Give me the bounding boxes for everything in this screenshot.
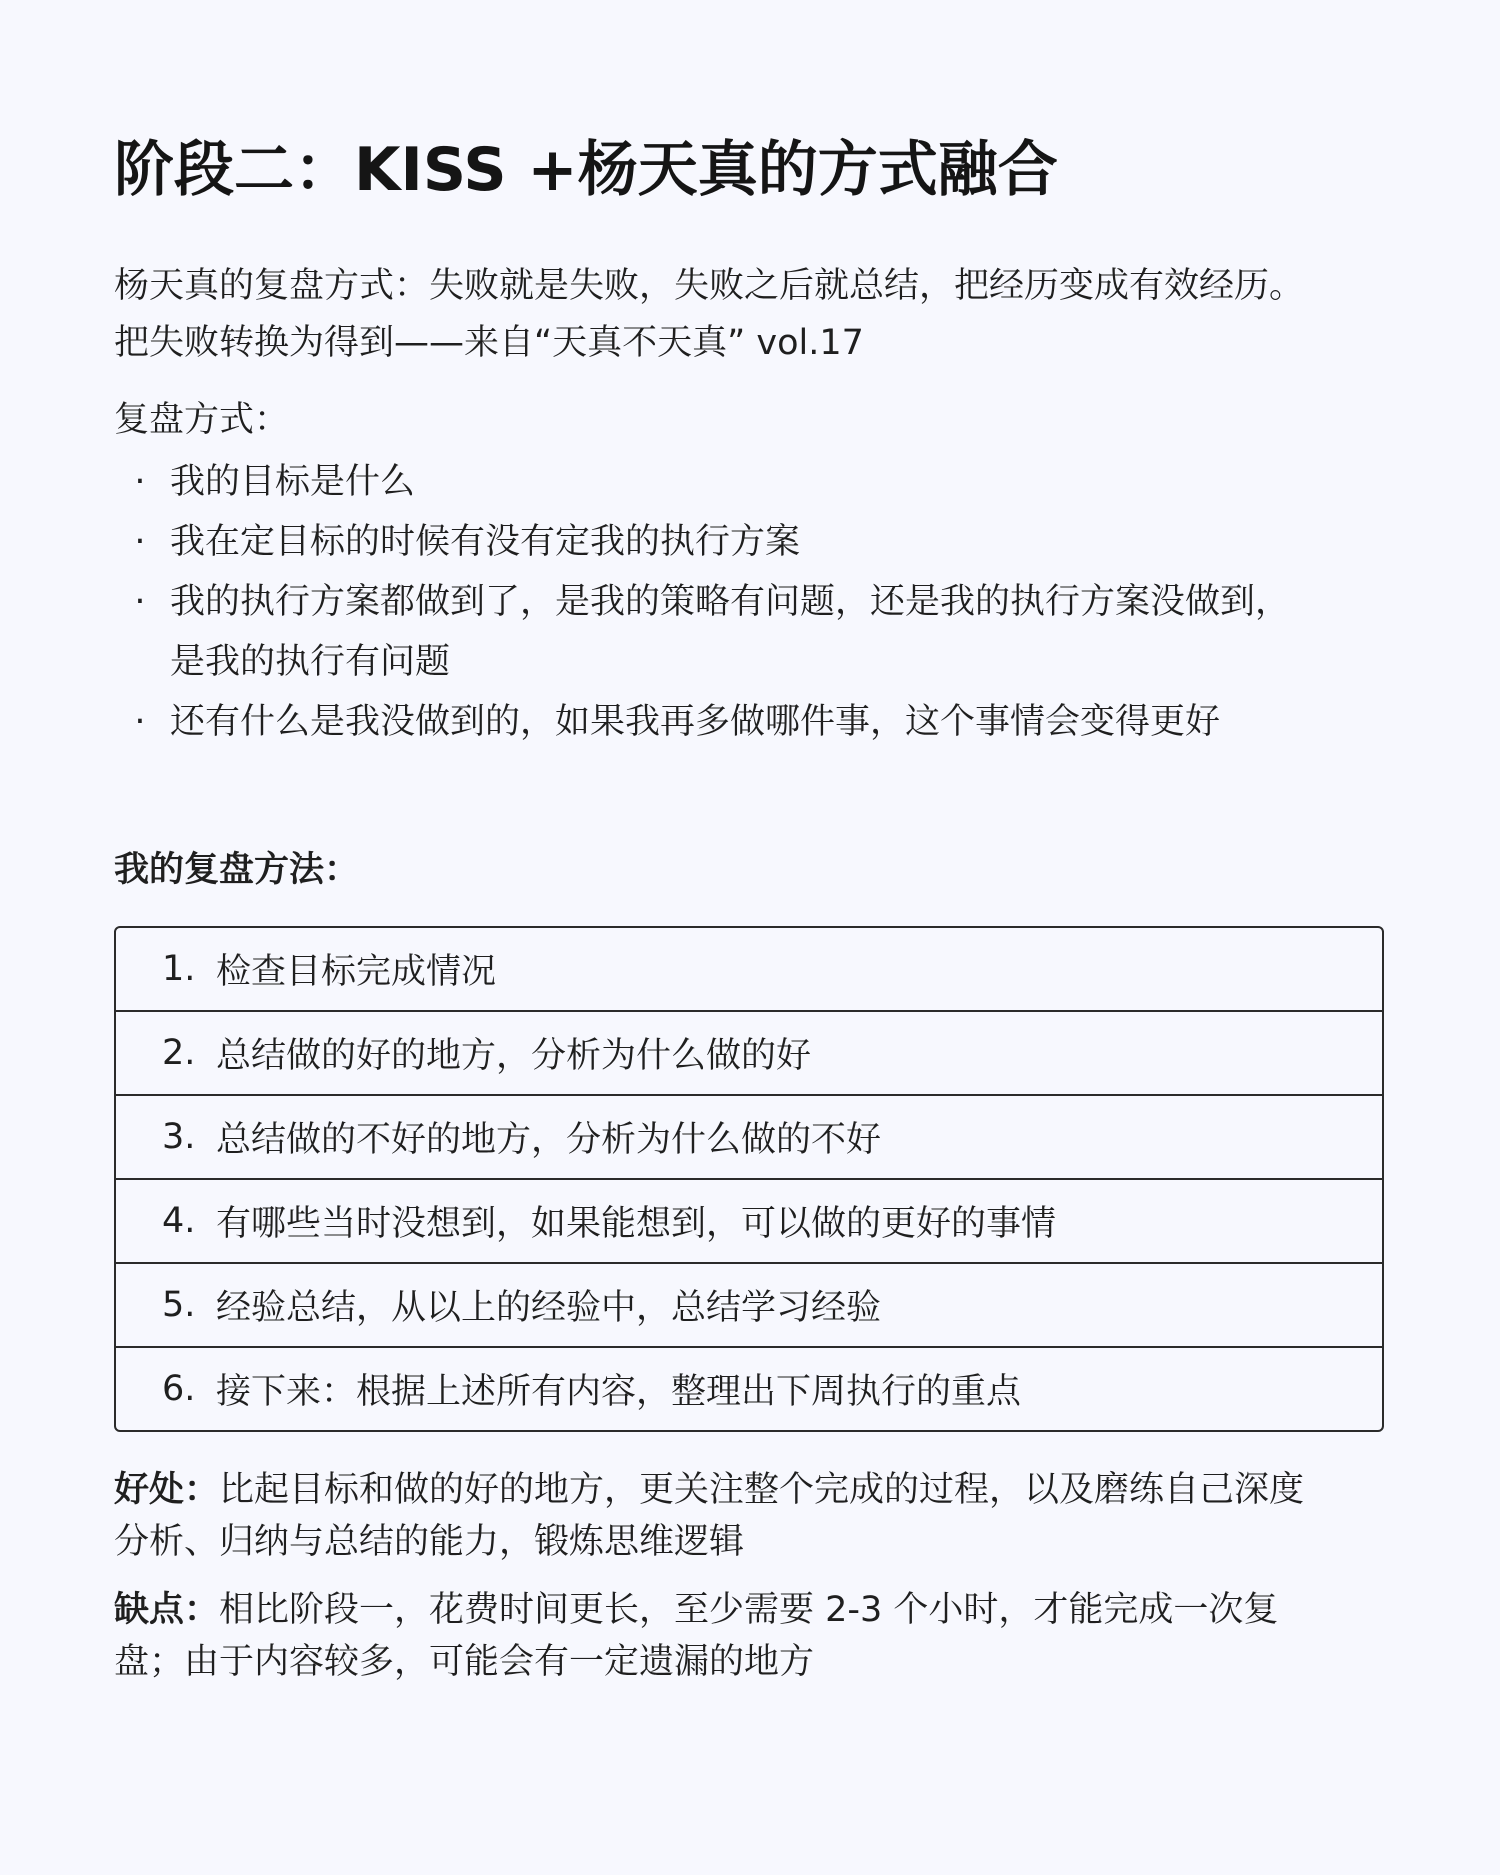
bullet-dot-icon: ·: [134, 702, 146, 742]
step-text: 总结做的好的地方，分析为什么做的好: [216, 1036, 812, 1076]
section-heading: 我的复盘方法：: [114, 850, 360, 890]
pros-line-2: 分析、归纳与总结的能力，锻炼思维逻辑: [114, 1522, 745, 1562]
bullet-dot-icon: ·: [134, 522, 146, 562]
steps-table: [114, 926, 1384, 1432]
cons-line-2: 盘；由于内容较多，可能会有一定遗漏的地方: [114, 1642, 815, 1682]
list-item: [114, 692, 1386, 752]
step-text: 检查目标完成情况: [216, 952, 497, 992]
bullet-list: [114, 452, 1386, 752]
cons-paragraph: [114, 1584, 1386, 1688]
list-item-text: 我的执行方案都做到了，是我的策略有问题，还是我的执行方案没做到，: [170, 582, 1291, 622]
step-number: 6.: [162, 1369, 196, 1409]
step-text: 总结做的不好的地方，分析为什么做的不好: [216, 1120, 882, 1160]
table-row: [116, 1012, 1382, 1096]
list-item-text: 我在定目标的时候有没有定我的执行方案: [170, 522, 801, 562]
table-row: [116, 1096, 1382, 1180]
method-label: 复盘方式：: [114, 400, 290, 440]
table-row: [116, 1348, 1382, 1430]
list-item-text: 我的目标是什么: [170, 462, 416, 502]
table-row: [116, 928, 1382, 1012]
pros-line-1: [114, 1464, 1386, 1516]
list-item-text: 是我的执行有问题: [170, 642, 451, 682]
step-number: 4.: [162, 1201, 196, 1241]
page-title: 阶段二：KISS +杨天真的方式融合: [114, 135, 1058, 205]
intro-line-1: 杨天真的复盘方式：失败就是失败，失败之后就总结，把经历变成有效经历。: [114, 266, 1305, 306]
list-item-text: 还有什么是我没做到的，如果我再多做哪件事，这个事情会变得更好: [170, 702, 1221, 742]
step-text: 经验总结，从以上的经验中，总结学习经验: [216, 1288, 882, 1328]
step-text: 接下来：根据上述所有内容，整理出下周执行的重点: [216, 1372, 1022, 1412]
table-row: [116, 1180, 1382, 1264]
cons-text-1: 相比阶段一，花费时间更长，至少需要 2-3 个小时，才能完成一次复: [219, 1590, 1279, 1630]
table-row: [116, 1264, 1382, 1348]
pros-label: 好处：: [114, 1470, 220, 1510]
bullet-dot-icon: ·: [134, 462, 146, 502]
step-number: 2.: [162, 1033, 196, 1073]
bullet-dot-icon: ·: [134, 582, 146, 622]
step-number: 1.: [162, 949, 196, 989]
step-number: 5.: [162, 1285, 196, 1325]
pros-paragraph: [114, 1464, 1386, 1568]
step-text: 有哪些当时没想到，如果能想到，可以做的更好的事情: [216, 1204, 1057, 1244]
cons-label: 缺点：: [114, 1590, 220, 1630]
intro-line-2: 把失败转换为得到——来自“天真不天真” vol.17: [114, 323, 864, 363]
list-item: [114, 572, 1386, 692]
pros-text-1: 比起目标和做的好的地方，更关注整个完成的过程，以及磨练自己深度: [219, 1470, 1305, 1510]
step-number: 3.: [162, 1117, 196, 1157]
list-item: [114, 512, 1386, 572]
cons-line-1: [114, 1584, 1386, 1636]
intro-paragraph: [114, 258, 1386, 372]
list-item: [114, 452, 1386, 512]
